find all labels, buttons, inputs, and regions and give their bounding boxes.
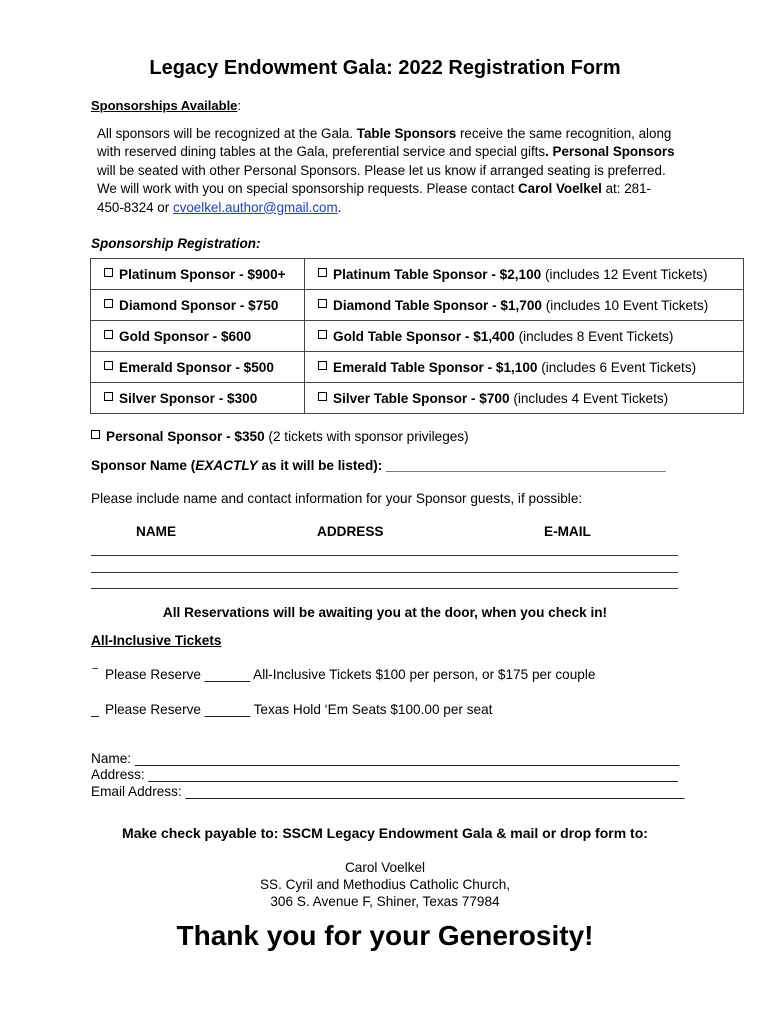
email-address-field[interactable]: Email Address: __________________________________________________________________ [91, 784, 685, 799]
table-sponsor-note: (includes 10 Event Tickets) [542, 297, 709, 313]
individual-sponsor-option[interactable] [91, 352, 305, 383]
underline-mark-icon: _ [91, 702, 99, 717]
check-payable-instructions: Make check payable to: SSCM Legacy Endowment Gala & mail or drop form to: [122, 825, 648, 841]
individual-sponsor-checkbox[interactable] [104, 268, 113, 277]
individual-sponsor-checkbox[interactable] [104, 299, 113, 308]
guest-entry-line[interactable] [91, 588, 678, 589]
guest-info-instructions: Please include name and contact information for your Sponsor guests, if possible: [91, 491, 583, 506]
guest-entry-line[interactable] [91, 572, 678, 573]
registration-heading: Sponsorship Registration: [91, 236, 261, 251]
individual-sponsor-label: Gold Sponsor - $600 [119, 328, 252, 344]
individual-sponsor-option[interactable] [91, 290, 305, 321]
table-sponsor-note: (includes 4 Event Tickets) [509, 390, 669, 406]
table-sponsor-label: Gold Table Sponsor - $1,400 [333, 328, 515, 344]
table-sponsor-option[interactable] [305, 259, 744, 290]
sponsorship-row [91, 383, 744, 414]
table-sponsor-note: (includes 8 Event Tickets) [514, 328, 674, 344]
column-header-name: NAME [136, 524, 177, 539]
table-sponsor-note: (includes 12 Event Tickets) [541, 266, 708, 282]
overline-mark-icon: ‾ [92, 667, 98, 682]
table-sponsor-checkbox[interactable] [318, 299, 327, 308]
mail-to-name: Carol Voelkel [344, 860, 426, 875]
table-sponsor-option[interactable] [305, 290, 744, 321]
table-sponsor-note: (includes 6 Event Tickets) [537, 359, 697, 375]
personal-sponsor-option[interactable]: Personal Sponsor - $350 (2 tickets with sponsor privileges) [91, 429, 469, 444]
sponsorship-row [91, 259, 744, 290]
reserve-all-inclusive-option[interactable]: ‾ Please Reserve ______ All-Inclusive Tickets $100 per person, or $175 per couple [92, 667, 596, 682]
table-sponsor-label: Silver Table Sponsor - $700 [333, 390, 510, 406]
sponsorship-row [91, 290, 744, 321]
individual-sponsor-checkbox[interactable] [104, 330, 113, 339]
individual-sponsor-checkbox[interactable] [104, 392, 113, 401]
intro-paragraph: All sponsors will be recognized at the Gala. Table Sponsors receive the same recognition, along with reserved dining tables at the Gala, preferential service and special gifts. Personal Sponsors will be seated with other Personal Sponsors. Please let us know if arranged seating is preferred. We will work with you on special sponsorship requests. Please contact Carol Voelkel at: 281-450-8324 or cvoelkel.author@gmail.com. [97, 126, 675, 215]
table-sponsor-checkbox[interactable] [318, 361, 327, 370]
table-sponsor-checkbox[interactable] [318, 330, 327, 339]
table-sponsor-option[interactable] [305, 321, 744, 352]
sponsorships-heading: Sponsorships Available: [91, 98, 242, 113]
individual-sponsor-option[interactable] [91, 259, 305, 290]
table-sponsor-option[interactable] [305, 352, 744, 383]
thank-you-heading: Thank you for your Generosity! [176, 920, 594, 951]
form-title: Legacy Endowment Gala: 2022 Registration Form [149, 57, 621, 79]
table-sponsor-label: Emerald Table Sponsor - $1,100 [333, 359, 538, 375]
column-header-email: E-MAIL [544, 524, 591, 539]
individual-sponsor-label: Emerald Sponsor - $500 [119, 359, 274, 375]
sponsorship-row [91, 352, 744, 383]
individual-sponsor-label: Silver Sponsor - $300 [119, 390, 258, 406]
guest-entry-line[interactable] [91, 555, 678, 556]
column-header-address: ADDRESS [317, 524, 384, 539]
individual-sponsor-checkbox[interactable] [104, 361, 113, 370]
mail-to-organization: SS. Cyril and Methodius Catholic Church, [259, 877, 511, 892]
individual-sponsor-option[interactable] [91, 321, 305, 352]
individual-sponsor-option[interactable] [91, 383, 305, 414]
table-sponsor-label: Diamond Table Sponsor - $1,700 [333, 297, 542, 313]
sponsorship-table [90, 258, 744, 414]
table-sponsor-label: Platinum Table Sponsor - $2,100 [333, 266, 542, 282]
individual-sponsor-label: Diamond Sponsor - $750 [119, 297, 279, 313]
sponsorship-row [91, 321, 744, 352]
table-sponsor-option[interactable] [305, 383, 744, 414]
table-sponsor-checkbox[interactable] [318, 268, 327, 277]
reserve-holdem-option[interactable]: _ Please Reserve ______ Texas Hold ‘Em Seats $100.00 per seat [91, 702, 493, 717]
name-field[interactable]: Name: ________________________________________________________________________ [91, 751, 680, 766]
all-inclusive-heading: All-Inclusive Tickets [91, 633, 222, 648]
address-field[interactable]: Address: ______________________________________________________________________ [91, 767, 678, 782]
table-sponsor-checkbox[interactable] [318, 392, 327, 401]
reservations-note: All Reservations will be awaiting you at the door, when you check in! [162, 605, 608, 620]
individual-sponsor-label: Platinum Sponsor - $900+ [119, 266, 286, 282]
sponsor-name-field[interactable]: Sponsor Name (EXACTLY as it will be listed): _____________________________________ [91, 458, 666, 473]
personal-sponsor-checkbox[interactable] [91, 430, 100, 439]
contact-email-link[interactable]: cvoelkel.author@gmail.com [172, 199, 338, 215]
mail-to-street: 306 S. Avenue F, Shiner, Texas 77984 [270, 894, 500, 909]
